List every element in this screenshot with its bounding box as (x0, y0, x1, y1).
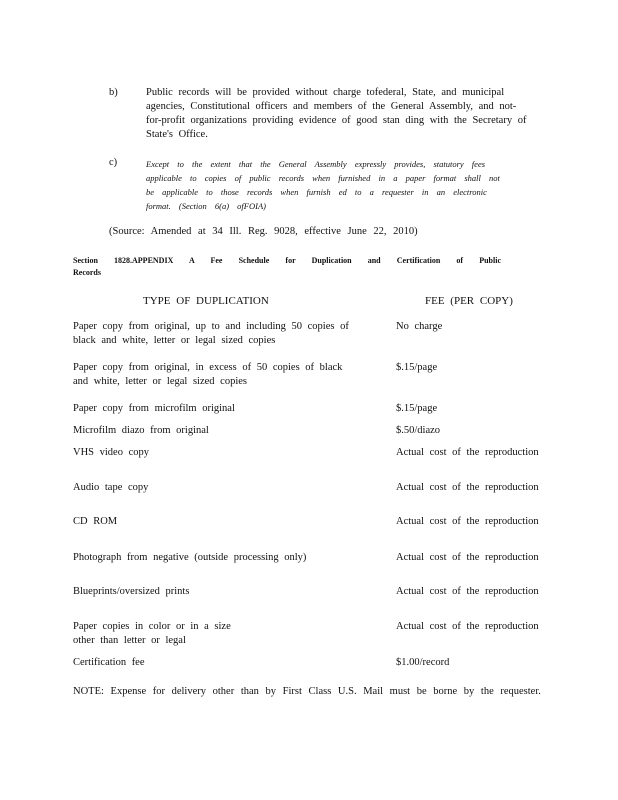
type-line: other than letter or legal (73, 635, 186, 646)
item-c-line: applicable to copies of public records when furnished in a paper format shall not (146, 173, 500, 183)
type-line: Audio tape copy (73, 482, 149, 493)
item-c-line: be applicable to those records when furnish ed to a requester in an electronic (146, 187, 487, 197)
fee-row-type (73, 424, 209, 438)
type-line: Microfilm diazo from original (73, 425, 209, 436)
item-c-text (146, 157, 536, 213)
fee-row-fee: $.15/page (396, 403, 438, 414)
fee-row-fee: Actual cost of the reproduction (396, 621, 539, 632)
type-line: VHS video copy (73, 447, 149, 458)
fee-row-fee: $.50/diazo (396, 425, 441, 436)
fee-row-fee: Actual cost of the reproduction (396, 552, 539, 563)
item-c-line: Except to the extent that the General Assembly expressly provides, statutory fees (146, 159, 486, 169)
fee-row-type (73, 320, 363, 348)
fee-row-fee: $.15/page (396, 362, 438, 373)
fee-row-fee: No charge (396, 321, 443, 332)
type-line: Photograph from negative (outside processing only) (73, 552, 307, 563)
item-b-line: agencies, Constitutional officers and members of the General Assembly, and not- (146, 101, 517, 112)
fee-row-type (73, 446, 149, 460)
item-b-letter: b) (109, 87, 118, 98)
fee-row-type (73, 620, 363, 648)
fee-row-fee: Actual cost of the reproduction (396, 586, 539, 597)
fee-row-type (73, 585, 189, 599)
delivery-note: NOTE: Expense for delivery other than by First Class U.S. Mail must be borne by the requester. (73, 686, 541, 697)
fee-row-type (73, 551, 306, 565)
type-line: black and white, letter or legal sized copies (73, 335, 276, 346)
item-b-line: State's Office. (146, 129, 208, 140)
fee-row-fee: Actual cost of the reproduction (396, 516, 539, 527)
column-header-type: TYPE OF DUPLICATION (143, 295, 269, 307)
fee-row-fee: Actual cost of the reproduction (396, 482, 539, 493)
fee-row-type (73, 515, 117, 529)
column-header-fee: FEE (PER COPY) (425, 295, 513, 307)
item-c-line: format. (Section 6(a) ofFOIA) (146, 201, 266, 211)
fee-row-fee: Actual cost of the reproduction (396, 447, 539, 458)
fee-row-type (73, 656, 145, 670)
type-line: Certification fee (73, 657, 145, 668)
type-line: Paper copy from microfilm original (73, 403, 235, 414)
type-line: Paper copy from original, in excess of 50 copies of black (73, 362, 343, 373)
item-b-line: for-profit organizations providing evidence of good stan ding with the Secretary of (146, 115, 527, 126)
item-c-letter: c) (109, 157, 118, 168)
source-citation: (Source: Amended at 34 Ill. Reg. 9028, effective June 22, 2010) (109, 226, 418, 237)
fee-row-fee: $1.00/record (396, 657, 450, 668)
section-heading-line1: Section 1828.APPENDIX A Fee Schedule for Duplication and Certification of Public (73, 256, 501, 265)
type-line: Paper copies in color or in a size (73, 621, 231, 632)
fee-row-type (73, 481, 148, 495)
type-line: and white, letter or legal sized copies (73, 376, 247, 387)
section-heading (73, 255, 501, 279)
type-line: CD ROM (73, 516, 118, 527)
item-b-text (146, 86, 542, 142)
type-line: Paper copy from original, up to and including 50 copies of (73, 321, 349, 332)
section-heading-line2: Records (73, 268, 101, 277)
item-b-line: Public records will be provided without charge tofederal, State, and municipal (146, 87, 505, 98)
fee-row-type (73, 361, 363, 389)
type-line: Blueprints/oversized prints (73, 586, 190, 597)
fee-row-type (73, 402, 235, 416)
